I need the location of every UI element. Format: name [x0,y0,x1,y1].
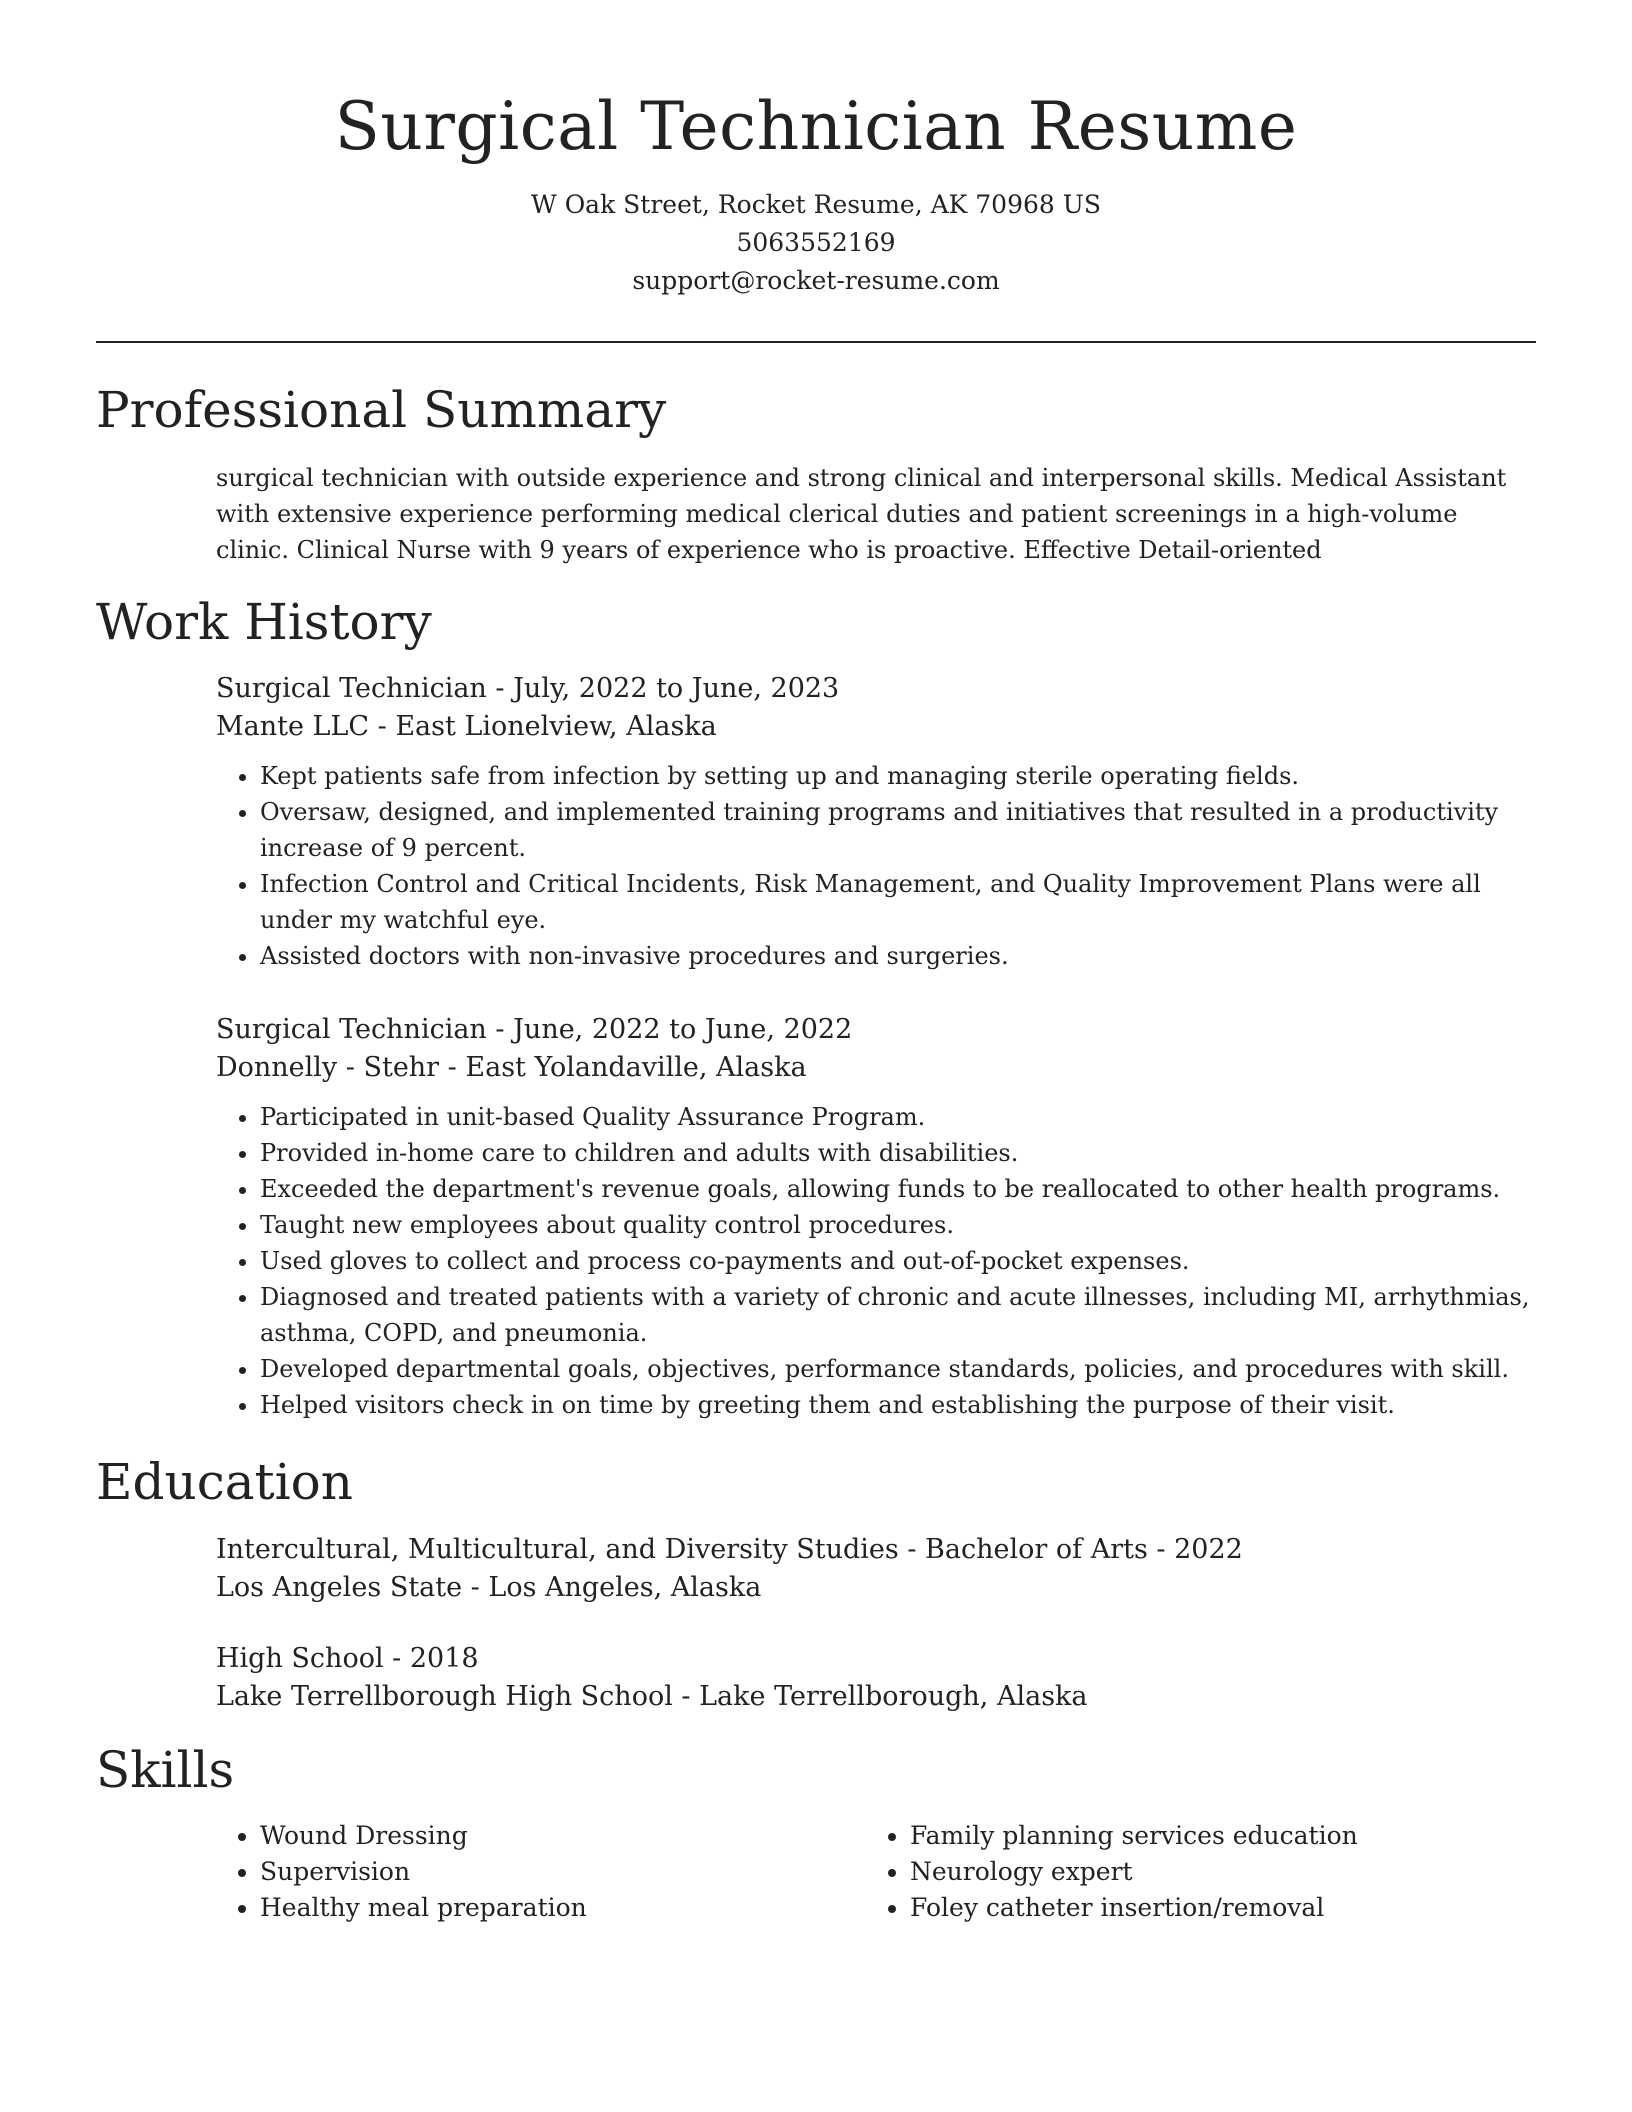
summary-text: surgical technician with outside experience and strong clinical and interpersonal skills. Medical Assistant with extensive experience performing medical clerical duties and patient screenings in a high-volume clinic. Clinical Nurse with 9 years of experience who is proactive. Effective Detail-oriented [216,464,1507,564]
list-item: • Participated in unit-based Quality Assurance Program. [260,1099,1536,1135]
list-item: • Provided in-home care to children and adults with disabilities. [260,1135,1536,1171]
degree-line: High School - 2018 [216,1643,479,1674]
education-entry [216,1531,1536,1607]
page-title: Surgical Technician Resume [334,88,1298,165]
job-entry [216,1011,1536,1423]
summary-section [216,460,1536,568]
list-item: • Healthy meal preparation [260,1890,866,1926]
list-item: • Neurology expert [910,1854,1516,1890]
list-item: • Used gloves to collect and process co-payments and out-of-pocket expenses. [260,1243,1536,1279]
list-item: • Infection Control and Critical Incidents, Risk Management, and Quality Improvement Plans were all under my watchful eye. [260,866,1536,938]
work-history-heading: Work History [96,593,432,651]
list-item: • Exceeded the department's revenue goals, allowing funds to be reallocated to other health programs. [260,1171,1536,1207]
address: W Oak Street, Rocket Resume, AK 70968 US [531,190,1101,219]
list-item: • Foley catheter insertion/removal [910,1890,1516,1926]
job-entry [216,670,1536,974]
degree-line: Intercultural, Multicultural, and Diversity Studies - Bachelor of Arts - 2022 [216,1534,1243,1565]
skills-column-right [866,1818,1516,1926]
job-bullets [216,1099,1536,1423]
job-title-line: Surgical Technician - July, 2022 to June, 2023 [216,673,840,704]
header-divider [96,341,1536,343]
list-item: • Wound Dressing [260,1818,866,1854]
education-heading: Education [96,1453,353,1511]
list-item: • Kept patients safe from infection by setting up and managing sterile operating fields. [260,758,1536,794]
list-item: • Family planning services education [910,1818,1516,1854]
school-line: Los Angeles State - Los Angeles, Alaska [216,1572,762,1603]
list-item: • Oversaw, designed, and implemented training programs and initiatives that resulted in a productivity increase of 9 percent. [260,794,1536,866]
list-item: • Developed departmental goals, objectives, performance standards, policies, and procedures with skill. [260,1351,1536,1387]
job-bullets [216,758,1536,974]
skills-heading: Skills [96,1741,235,1799]
skills-column-left [216,1818,866,1926]
list-item: • Supervision [260,1854,866,1890]
skills-list [216,1818,1536,1926]
contact-info [0,186,1632,300]
school-line: Lake Terrellborough High School - Lake Terrellborough, Alaska [216,1681,1088,1712]
job-title-line: Surgical Technician - June, 2022 to June, 2022 [216,1014,853,1045]
list-item: • Assisted doctors with non-invasive procedures and surgeries. [260,938,1536,974]
job-company-line: Mante LLC - East Lionelview, Alaska [216,711,717,742]
list-item: • Taught new employees about quality control procedures. [260,1207,1536,1243]
education-entry [216,1640,1536,1716]
phone: 5063552169 [736,228,896,257]
email: support@rocket-resume.com [632,266,1000,295]
job-company-line: Donnelly - Stehr - East Yolandaville, Alaska [216,1052,807,1083]
summary-heading: Professional Summary [96,381,667,439]
resume-header [0,0,1632,300]
list-item: • Helped visitors check in on time by greeting them and establishing the purpose of their visit. [260,1387,1536,1423]
list-item: • Diagnosed and treated patients with a variety of chronic and acute illnesses, including MI, arrhythmias, asthma, COPD, and pneumonia. [260,1279,1536,1351]
